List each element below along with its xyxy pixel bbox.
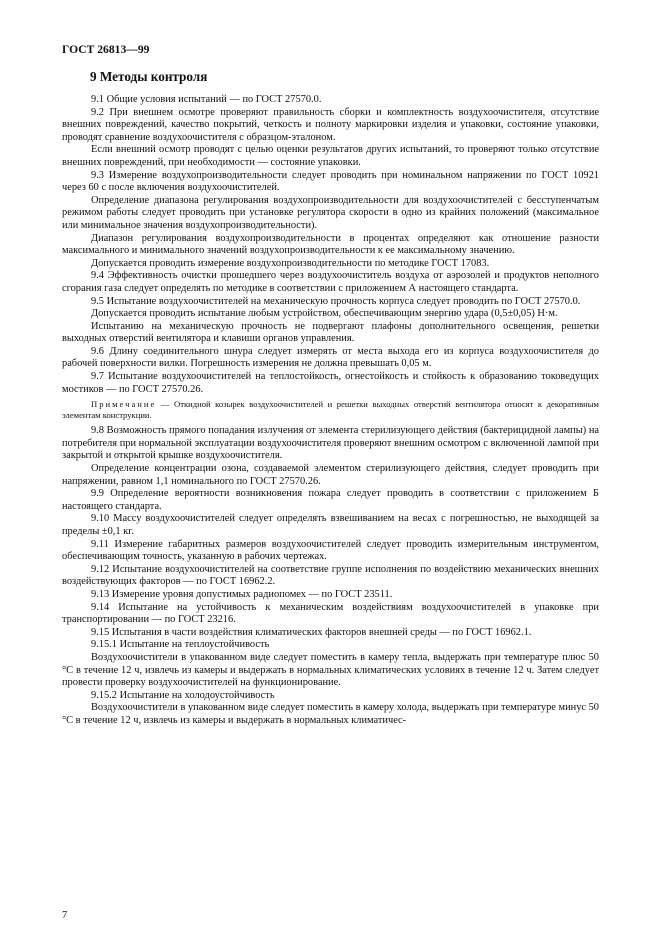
paragraph: 9.9 Определение вероятности возникновения пожара следует проводить в соответствии с приложением Б настоящего стандарта. <box>62 488 599 512</box>
paragraph: 9.10 Массу воздухоочистителей следует определять взвешиванием на весах с погрешностью, не выходящей за пределы ±0,1 кг. <box>62 513 599 537</box>
subsection-heading: 9.15.2 Испытание на холодоустойчивость <box>91 689 275 701</box>
note <box>62 399 599 421</box>
note-label: Примечание <box>91 399 157 410</box>
paragraph: Если внешний осмотр проводят с целью оценки результатов других испытаний, то проверяют только отсутствие внешних повреждений, при необходимости — состояние упаковки. <box>62 144 599 168</box>
paragraph: 9.12 Испытание воздухоочистителей на соответствие группе исполнения по воздействию механических внешних воздействующих факторов — по ГОСТ 16962.2. <box>62 563 599 588</box>
paragraph: 9.15 Испытания в части воздействия климатических факторов внешней среды — по ГОСТ 16962.1. <box>91 626 532 638</box>
paragraph: 9.2 При внешнем осмотре проверяют правильность сборки и комплектность воздухоочистителя, отсутствие внешних повреждений, качество покрытий, четкость и полноту маркировки изделия и упаковки, состояние упаковки, проводят сравнение воздухоочистителя с образцом-эталоном. <box>62 106 599 143</box>
paragraph: Допускается проводить измерение воздухопроизводительности по методике ГОСТ 17083. <box>91 257 490 269</box>
paragraph: 9.14 Испытание на устойчивость к механическим воздействиям воздухоочистителей в упаковке при транспортировании — по ГОСТ 23216. <box>62 601 599 626</box>
paragraph: Воздухоочистители в упакованном виде следует поместить в камеру тепла, выдержать при температуре плюс 50 °С в течение 12 ч, извлечь из камеры и выдержать в нормальных климатических условиях в течение 12 ч. Затем следует провести проверку воздухоочистителей на функционирование. <box>62 651 599 689</box>
section-title: 9 Методы контроля <box>90 69 208 84</box>
paragraph: 9.5 Испытание воздухоочистителей на механическую прочность корпуса следует проводить по ГОСТ 27570.0. <box>91 295 581 307</box>
paragraph: Испытанию на механическую прочность не подвергают плафоны дополнительного освещения, решетки выходных отверстий вентилятора и клавиши органов управления. <box>62 320 599 345</box>
paragraph: Допускается проводить испытание любым устройством, обеспечивающим энергию удара (0,5±0,05) Н·м. <box>91 308 558 320</box>
document-body <box>62 94 599 728</box>
paragraph: 9.1 Общие условия испытаний — по ГОСТ 27570.0. <box>91 94 322 105</box>
paragraph: 9.7 Испытание воздухоочистителей на теплостойкость, огнестойкость и стойкость к образованию токоведущих мостиков — по ГОСТ 27570.26. <box>62 371 599 395</box>
paragraph: 9.4 Эффективность очистки прошедшего через воздухоочиститель воздуха от аэрозолей и продуктов неполного сгорания газа следует определять по методике в соответствии с приложением А настоящего стандарта. <box>62 270 599 294</box>
standard-header: ГОСТ 26813—99 <box>62 43 150 56</box>
paragraph: 9.8 Возможность прямого попадания излучения от элемента стерилизующего действия (бактерицидной лампы) на потребителя при нормальной эксплуатации воздухоочистителя проверяют внешним осмотром с включенной лампой при закрытой и открытой крышке воздухоочистителя. <box>62 425 599 462</box>
note-text: — Откидной козырек воздухоочистителей и решетки выходных отверстий вентилятора относят к декоративным элементам конструкции. <box>62 399 599 421</box>
paragraph: Определение концентрации озона, создаваемой элементом стерилизующего действия, следует проводить при напряжении, равном 1,1 номинального по ГОСТ 27570.26. <box>62 463 599 487</box>
paragraph: 9.13 Измерение уровня допустимых радиопомех — по ГОСТ 23511. <box>91 588 393 600</box>
paragraph: 9.6 Длину соединительного шнура следует измерять от места выхода его из корпуса воздухоочистителя до рабочей поверхности вилки. Погрешность измерения не должна превышать 0,05 м. <box>62 345 599 370</box>
paragraph: Диапазон регулирования воздухопроизводительности в процентах определяют как отношение разности максимального и минимального значений воздухопроизводительности к ее максимальному значению. <box>62 232 599 257</box>
page-number: 7 <box>62 910 68 921</box>
paragraph: 9.3 Измерение воздухопроизводительности следует проводить при номинальном напряжении по ГОСТ 10921 через 60 с после включения воздухоочистителей. <box>62 169 599 194</box>
subsection-heading: 9.15.1 Испытание на теплоустойчивость <box>91 639 270 651</box>
paragraph: 9.11 Измерение габаритных размеров воздухоочистителей следует проводить измерительным инструментом, обеспечивающим точность, указанную в рабочих чертежах. <box>62 538 599 563</box>
paragraph: Воздухоочистители в упакованном виде следует поместить в камеру холода, выдержать при температуре минус 50 °С в течение 12 ч, извлечь из камеры и выдержать в нормальных климатичес- <box>62 702 599 726</box>
paragraph: Определение диапазона регулирования воздухопроизводительности для воздухоочистителей с бесступенчатым режимом работы следует проводить при установке регулятора скорости в одно из крайних положений (максимальное или минимальное значения воздухопроизводительности). <box>62 194 599 231</box>
